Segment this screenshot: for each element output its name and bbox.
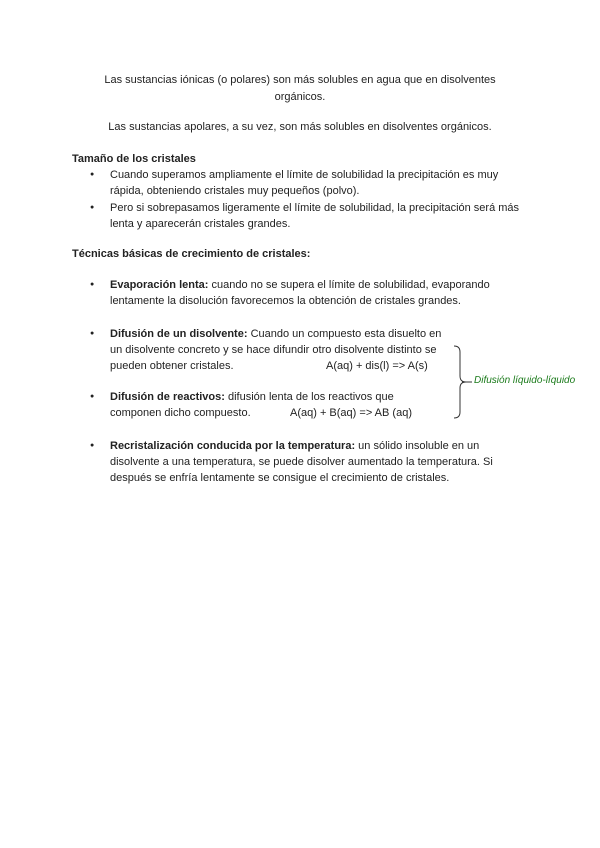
solvent-diffusion-formula: A(aq) + dis(l) => A(s) — [326, 360, 428, 372]
technique-recrystallization-text: un sólido insoluble en un disolvente a una temperatura, se puede disolver aumentado la temperatura. Si después se enfría lentamente se consigue el crecimiento de cristales. — [110, 440, 493, 484]
technique-reactant-diffusion-text: difusión lenta de los reactivos que componen dicho compuesto. — [110, 391, 394, 419]
technique-solvent-diffusion-title: Difusión de un disolvente: — [110, 328, 248, 340]
crystal-size-heading: Tamaño de los cristales — [72, 153, 196, 165]
technique-reactant-diffusion-title: Difusión de reactivos: — [110, 391, 225, 403]
technique-recrystallization — [110, 438, 520, 486]
intro-paragraph-ionic: Las sustancias iónicas (o polares) son más solubles en agua que en disolventes orgánicos. — [104, 74, 496, 103]
techniques-heading: Técnicas básicas de crecimiento de cristales: — [72, 248, 311, 260]
technique-evaporation-text: cuando no se supera el límite de solubilidad, evaporando lentamente la disolución favorecemos la obtención de cristales grandes. — [110, 279, 490, 307]
crystal-size-item-2: ● Pero si sobrepasamos ligeramente el límite de solubilidad, la precipitación será más lenta y aparecerán cristales grandes. — [110, 200, 530, 232]
crystal-size-item-1: ● Cuando superamos ampliamente el límite de solubilidad la precipitación es muy rápida, obteniendo cristales muy pequeños (polvo). — [110, 167, 530, 199]
reactant-diffusion-formula: A(aq) + B(aq) => AB (aq) — [290, 407, 412, 419]
dash-connector-icon — [462, 380, 472, 384]
liquid-liquid-diffusion-label: Difusión líquido-líquido — [474, 375, 576, 386]
technique-evaporation — [110, 277, 525, 309]
technique-evaporation-title: Evaporación lenta: — [110, 279, 209, 291]
technique-solvent-diffusion-text: Cuando un compuesto esta disuelto en un disolvente concreto y se hace difundir otro disolvente distinto se pueden obtener cristales. — [110, 328, 442, 372]
technique-recrystallization-title: Recristalización conducida por la temperatura: — [110, 440, 356, 452]
intro-paragraph-apolar: Las sustancias apolares, a su vez, son más solubles en disolventes orgánicos. — [108, 121, 492, 133]
